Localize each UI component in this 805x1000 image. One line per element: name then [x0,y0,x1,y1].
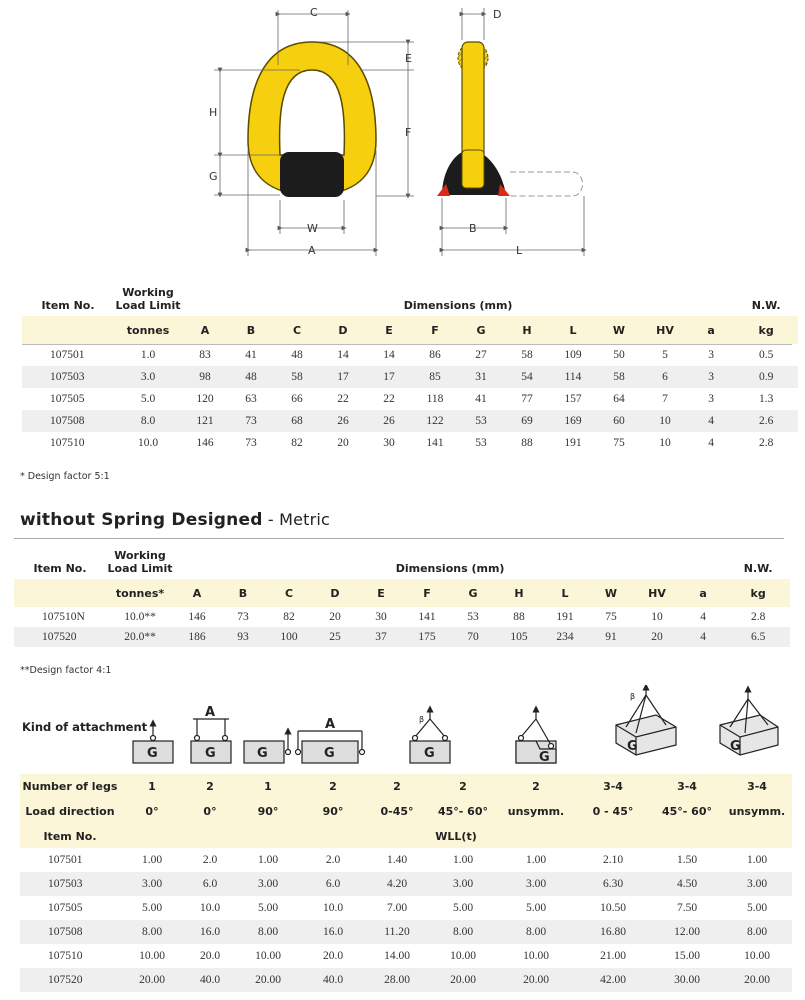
value-cell: 20.00 [236,968,300,992]
value-cell: 6.0 [184,872,236,896]
value-cell: 2.8 [734,432,798,454]
value-cell: 109 [550,344,596,366]
value-cell: 20.00 [120,968,184,992]
value-cell: 8.00 [236,920,300,944]
svg-text:G: G [539,750,550,765]
value-cell: 20.0** [106,627,174,647]
t1-col-item: Item No. [41,299,95,312]
value-cell: 20.0 [184,944,236,968]
side-view [437,42,583,196]
value-cell: 82 [274,432,320,454]
value-cell: 141 [404,607,450,627]
value-cell: 191 [550,432,596,454]
value-cell: 8.00 [428,920,498,944]
value-cell: 66 [274,388,320,410]
value-cell: 120 [182,388,228,410]
value-cell: 82 [266,607,312,627]
table-row [20,896,792,920]
value-cell: 88 [504,432,550,454]
legs-row: Number of legs 1 2 1 2 2 2 2 3-4 3-4 3-4 [20,774,792,799]
table-row [22,366,798,388]
value-cell: 50 [596,344,642,366]
value-cell: 10.00 [236,944,300,968]
label-c: C [310,6,318,19]
value-cell: 1.00 [722,848,792,872]
value-cell: 186 [174,627,220,647]
value-cell: 20.0 [300,944,366,968]
value-cell: 20 [634,627,680,647]
value-cell: 3.00 [428,872,498,896]
value-cell: 17 [366,366,412,388]
value-cell: 53 [450,607,496,627]
attach-icon-2 [191,705,231,763]
table-row [20,944,792,968]
value-cell: 0.9 [734,366,798,388]
value-cell: 12.00 [652,920,722,944]
value-cell: 3.0 [114,366,182,388]
value-cell: 5.00 [428,896,498,920]
value-cell: 5.00 [722,896,792,920]
value-cell: 10.50 [574,896,652,920]
value-cell: 10.00 [428,944,498,968]
table-row [22,344,798,366]
value-cell: 10.0 [300,896,366,920]
value-cell: 20 [312,607,358,627]
value-cell: 41 [458,388,504,410]
value-cell: 30 [358,607,404,627]
item-number-cell: 107505 [20,896,120,920]
attach-icon-4 [296,717,365,763]
value-cell: 53 [458,410,504,432]
value-cell: 6 [642,366,688,388]
item-number-cell: 107508 [20,920,120,944]
t1-col-dimensions: Dimensions (mm) [403,299,513,312]
value-cell: 98 [182,366,228,388]
label-a: A [308,244,316,257]
label-d: D [493,8,502,21]
attach-icon-1 [133,723,173,763]
svg-text:G: G [627,739,638,754]
value-cell: 3 [688,366,734,388]
attach-icon-5 [410,709,450,763]
svg-text:G: G [730,739,741,754]
table-row [22,388,798,410]
value-cell: 5.00 [498,896,574,920]
value-cell: 4 [688,432,734,454]
value-cell: 3 [688,344,734,366]
value-cell: 1.40 [366,848,428,872]
item-number-cell: 107501 [20,848,120,872]
value-cell: 169 [550,410,596,432]
value-cell: 118 [412,388,458,410]
value-cell: 146 [174,607,220,627]
value-cell: 40.0 [300,968,366,992]
value-cell: 21.00 [574,944,652,968]
svg-text:G: G [424,746,435,761]
item-number-cell: 107510N [14,607,106,627]
dimension-table-no-spring [14,545,790,647]
value-cell: 175 [404,627,450,647]
value-cell: 105 [496,627,542,647]
t1-col-wll: Working Load Limit [115,286,181,312]
item-number-cell: 107520 [14,627,106,647]
value-cell: 4 [688,410,734,432]
value-cell: 93 [220,627,266,647]
svg-text:G: G [257,746,268,761]
value-cell: 146 [182,432,228,454]
value-cell: 85 [412,366,458,388]
item-number-cell: 107510 [20,944,120,968]
value-cell: 15.00 [652,944,722,968]
label-w: W [307,222,318,235]
value-cell: 20 [320,432,366,454]
value-cell: 22 [366,388,412,410]
value-cell: 4 [680,607,726,627]
t2-col-nw: N.W. [743,562,773,575]
item-number-cell: 107501 [22,344,114,366]
value-cell: 4 [680,627,726,647]
value-cell: 121 [182,410,228,432]
value-cell: 3.00 [120,872,184,896]
value-cell: 16.0 [300,920,366,944]
value-cell: 2.6 [734,410,798,432]
value-cell: 58 [274,366,320,388]
value-cell: 7 [642,388,688,410]
item-number-cell: 107508 [22,410,114,432]
value-cell: 64 [596,388,642,410]
value-cell: 20.00 [428,968,498,992]
value-cell: 70 [450,627,496,647]
kind-of-attachment-label: Kind of attachment [22,720,148,734]
value-cell: 1.50 [652,848,722,872]
front-view-ring [248,42,376,197]
table-row [22,410,798,432]
value-cell: 28.00 [366,968,428,992]
attachment-icons [0,685,805,770]
value-cell: 8.00 [722,920,792,944]
table-row [14,627,790,647]
svg-text:G: G [147,746,158,761]
value-cell: 10.0** [106,607,174,627]
value-cell: 54 [504,366,550,388]
value-cell: 6.5 [726,627,790,647]
table-row [20,848,792,872]
value-cell: 2.0 [184,848,236,872]
t1-col-nw: N.W. [751,299,781,312]
t1-note: * Design factor 5:1 [20,471,110,482]
svg-text:A: A [205,705,216,720]
table-row [22,432,798,454]
svg-text:β: β [419,715,425,724]
value-cell: 58 [596,366,642,388]
value-cell: 41 [228,344,274,366]
value-cell: 3.00 [498,872,574,896]
value-cell: 2.0 [300,848,366,872]
value-cell: 27 [458,344,504,366]
value-cell: 141 [412,432,458,454]
value-cell: 37 [358,627,404,647]
value-cell: 7.00 [366,896,428,920]
label-g: G [209,170,218,183]
value-cell: 20.00 [722,968,792,992]
value-cell: 5.00 [236,896,300,920]
label-h: H [209,106,218,119]
value-cell: 83 [182,344,228,366]
svg-text:G: G [205,746,216,761]
label-b: B [469,222,477,235]
t2-col-dimensions: Dimensions (mm) [395,562,505,575]
t1-units-row: tonnes A B C D E F G H L W HV a kg [22,316,798,344]
value-cell: 30.00 [652,968,722,992]
value-cell: 69 [504,410,550,432]
value-cell: 86 [412,344,458,366]
value-cell: 3.00 [722,872,792,896]
value-cell: 73 [220,607,266,627]
value-cell: 58 [504,344,550,366]
value-cell: 10 [634,607,680,627]
attach-icon-9 [720,689,778,755]
value-cell: 234 [542,627,588,647]
value-cell: 2.8 [726,607,790,627]
item-number-cell: 107510 [22,432,114,454]
attachment-wll-table [20,774,792,992]
value-cell: 1.00 [498,848,574,872]
value-cell: 30 [366,432,412,454]
value-cell: 25 [312,627,358,647]
value-cell: 53 [458,432,504,454]
value-cell: 42.00 [574,968,652,992]
item-number-cell: 107520 [20,968,120,992]
value-cell: 1.00 [236,848,300,872]
value-cell: 4.50 [652,872,722,896]
value-cell: 10.0 [184,896,236,920]
value-cell: 1.3 [734,388,798,410]
value-cell: 4.20 [366,872,428,896]
label-f: F [405,126,412,139]
value-cell: 2.10 [574,848,652,872]
label-l: L [516,244,523,257]
table-row [20,872,792,896]
value-cell: 14 [366,344,412,366]
value-cell: 1.00 [120,848,184,872]
value-cell: 5.0 [114,388,182,410]
value-cell: 10 [642,432,688,454]
value-cell: 191 [542,607,588,627]
value-cell: 22 [320,388,366,410]
attach-icon-3 [244,731,291,763]
svg-text:G: G [324,746,335,761]
technical-drawing [0,0,805,265]
value-cell: 68 [274,410,320,432]
value-cell: 122 [412,410,458,432]
value-cell: 5.00 [120,896,184,920]
table-row [20,968,792,992]
value-cell: 1.0 [114,344,182,366]
value-cell: 10.0 [114,432,182,454]
direction-row: Load direction 0° 0° 90° 90° 0-45° 45°- 60° unsymm. 0 - 45° 45°- 60° unsymm. [20,799,792,824]
attach-icon-6 [516,709,556,765]
value-cell: 16.80 [574,920,652,944]
item-number-cell: 107503 [20,872,120,896]
value-cell: 100 [266,627,312,647]
table-row [14,607,790,627]
item-number-cell: 107505 [22,388,114,410]
value-cell: 60 [596,410,642,432]
value-cell: 157 [550,388,596,410]
value-cell: 88 [496,607,542,627]
value-cell: 63 [228,388,274,410]
value-cell: 26 [366,410,412,432]
value-cell: 26 [320,410,366,432]
value-cell: 5 [642,344,688,366]
t2-units-row: tonnes* A B C D E F G H L W HV a kg [14,579,790,607]
value-cell: 75 [596,432,642,454]
value-cell: 8.00 [498,920,574,944]
value-cell: 16.0 [184,920,236,944]
value-cell: 75 [588,607,634,627]
label-e: E [405,52,412,65]
value-cell: 73 [228,432,274,454]
t2-col-wll: Working Load Limit [107,549,173,575]
value-cell: 7.50 [652,896,722,920]
t2-note: **Design factor 4:1 [20,665,112,676]
value-cell: 8.0 [114,410,182,432]
value-cell: 48 [274,344,320,366]
table-row [20,920,792,944]
value-cell: 3.00 [236,872,300,896]
t2-col-item: Item No. [33,562,87,575]
value-cell: 91 [588,627,634,647]
value-cell: 3 [688,388,734,410]
value-cell: 0.5 [734,344,798,366]
dimension-table-spring [22,282,798,454]
value-cell: 48 [228,366,274,388]
value-cell: 6.0 [300,872,366,896]
value-cell: 114 [550,366,596,388]
value-cell: 10.00 [722,944,792,968]
value-cell: 77 [504,388,550,410]
value-cell: 14.00 [366,944,428,968]
value-cell: 31 [458,366,504,388]
value-cell: 10.00 [498,944,574,968]
item-wll-row: Item No. WLL(t) [20,824,792,848]
section-title: without Spring Designed - Metric [20,510,331,530]
svg-text:A: A [325,717,336,732]
svg-text:β: β [630,692,636,701]
value-cell: 1.00 [428,848,498,872]
value-cell: 6.30 [574,872,652,896]
item-number-cell: 107503 [22,366,114,388]
value-cell: 11.20 [366,920,428,944]
value-cell: 8.00 [120,920,184,944]
value-cell: 10 [642,410,688,432]
value-cell: 40.0 [184,968,236,992]
value-cell: 20.00 [498,968,574,992]
value-cell: 10.00 [120,944,184,968]
value-cell: 17 [320,366,366,388]
value-cell: 73 [228,410,274,432]
value-cell: 14 [320,344,366,366]
